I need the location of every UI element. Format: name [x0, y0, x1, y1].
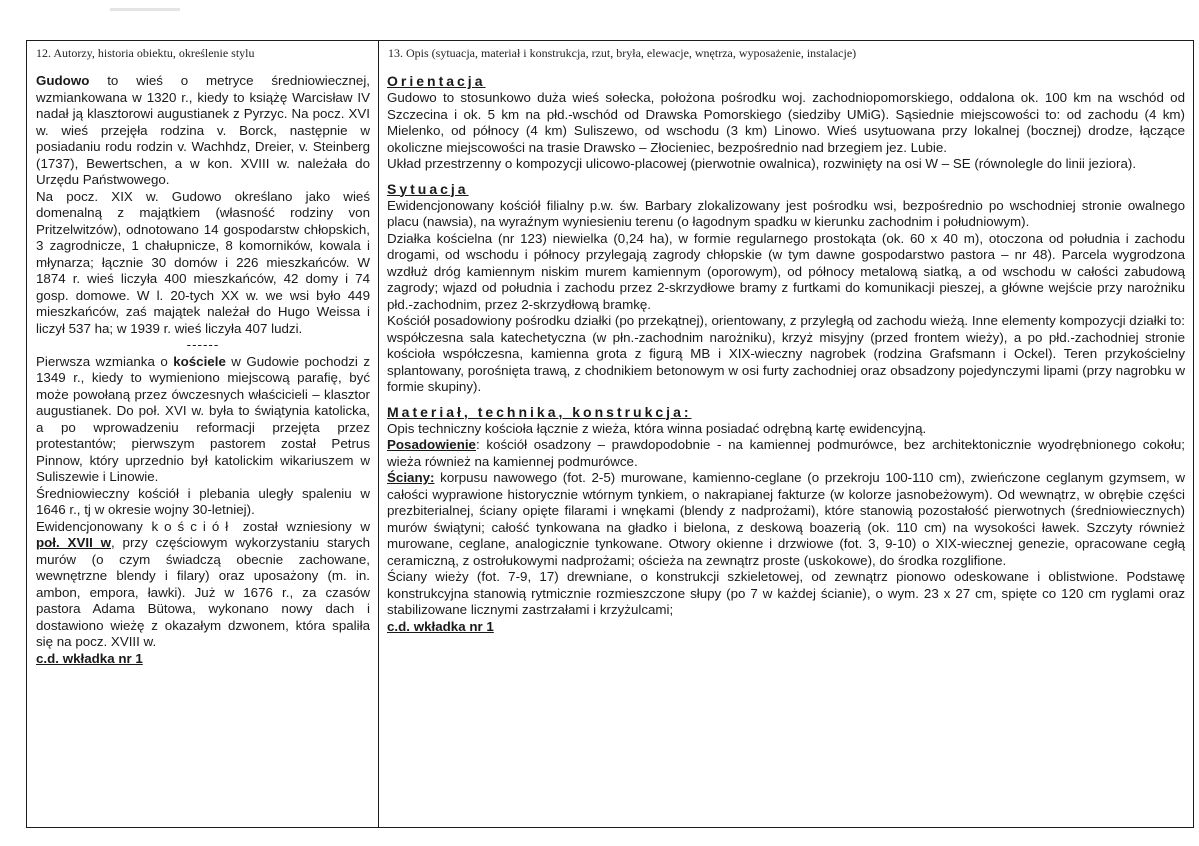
section-12-heading: 12. Autorzy, historia obiektu, określenie stylu	[36, 46, 255, 60]
continuation-note-left: c.d. wkładka nr 1	[36, 650, 143, 666]
history-paragraph-5-c: został wzniesiony w	[234, 518, 370, 534]
walls-label: Ściany:	[387, 470, 435, 485]
material-paragraph-4: Ściany wieży (fot. 7-9, 17) drewniane, o konstrukcji szkieletowej, od zewnątrz pionowo odeskowane i oblistwione. Podstawę konstrukcyjna stanowią rytmicznie rozmieszczone słupy (po 7 w każdej ścianie), o wym. 23 x 27 cm, spięte co 120 cm ryglami oraz stabilizowane licznymi zastrzałami i krzyżulcami;	[387, 569, 1185, 617]
history-paragraph-3-c: w Gudowie pochodzi z 1349 r., kiedy to wymieniono miejscową parafię, być może powołaną przez ówczesnych właścicieli – klasztor augustianek. Do poł. XVI w. była to świątynia katolicka, a po wprowadzeniu reformacji przejęta przez protestantów; pierwszym pastorem został Petrus Pinnow, który uprzednio był katolickim wikariuszem w Suliszewie i Linowie.	[36, 353, 370, 484]
description-column	[387, 73, 1185, 635]
history-paragraph-5-e: , przy częściowym wykorzystaniu starych murów (o czym świadczą obecnie zachowane, wewnętrzne blendy i filary) oraz uposażony (m. in. ambon, empora, ławki). Już w 1676 r., za czasów pastora Adama Bütowa, wykonano nowy dach i dostawiono wieżę z okazałym dzwonem, która spaliła się na pocz. XVIII w.	[36, 535, 370, 649]
material-paragraph-1: Opis techniczny kościoła łącznie z wieża, która winna posiadać odrębną kartę ewidencyjną.	[387, 420, 927, 436]
history-paragraph-5-a: Ewidencjonowany	[36, 518, 152, 534]
history-paragraph-1-text: to wieś o metryce średniowiecznej, wzmiankowana w 1320 r., kiedy to książę Warcisław IV nadał ją klasztorowi augustianek z Pyrzyc. Na pocz. XVI w. wieś przejęła rodzina v. Borck, następnie w posiadaniu rodu rodzin v. Wachhdz, Dreier, v. Steinberg (1737), Bewertschen, a w kon. XVIII w. należała do Urzędu Państwowego.	[36, 73, 370, 187]
orientation-paragraph-1: Gudowo to stosunkowo duża wieś sołecka, położona pośrodku woj. zachodniopomorskiego, oddalona ok. 100 km na wschód od Szczecina i ok. 5 km na płd.-wschód od Drawska Pomorskiego (siedziby UMiG). Sąsiednie miejscowości to: od zachodu (4 km) Mielenko, od północy (4 km) Suliszewo, od wschodu (3 km) Linowo. Wieś usytuowana przy lokalnej (bocznej) drodze, łączące okoliczne miejscowości na trasie Drawsko – Złocieniec, bezpośrednio nad brzegiem jez. Lubie.	[387, 90, 1185, 155]
church-keyword: kościele	[173, 353, 226, 369]
foundation-label: Posadowienie	[387, 437, 476, 452]
orientation-title: Orientacja	[387, 73, 486, 89]
church-spaced-keyword: kościół	[151, 518, 235, 534]
column-divider	[378, 40, 379, 828]
section-13-heading: 13. Opis (sytuacja, materiał i konstrukcja, rzut, bryła, elewacje, wnętrza, wyposażenie, instalacje)	[388, 46, 857, 60]
material-title: Materiał, technika, konstrukcja:	[387, 403, 692, 420]
history-paragraph-3	[36, 354, 370, 486]
history-paragraph-4: Średniowieczny kościół i plebania uległy spaleniu w 1646 r., tj w okresie wojny 30-letniej).	[36, 485, 370, 517]
material-paragraph-2	[387, 437, 1185, 470]
situation-title: Sytuacja	[387, 180, 469, 197]
history-paragraph-5	[36, 519, 370, 651]
foundation-text: : kościół osadzony – prawdopodobnie - na kamiennej podmurówce, bez architektonicznie wyodrębnionego cokołu; wieża również na kamiennej podmurówce.	[387, 437, 1185, 469]
material-paragraph-3	[387, 470, 1185, 569]
situation-paragraph-3: Kościół posadowiony pośrodku działki (po przekątnej), orientowany, z przyległą od zachodu wieżą. Inne elementy kompozycji działki to: współczesna sala katechetyczna (w płn.-zachodnim narożniku), krzyż misyjny (przed frontem wieży), a po płd.-zachodniej stronie kościoła współczesna, kamienna grota z figurą MB i XIX-wieczny nagrobek (rodzina Grafsmann i Ockel). Teren przykościelny splantowany, porośnięta trawą, z chodnikiem betonowym w osi furty zachodniej oraz obsadzony pojedynczymi lipami (przy nagrobku w formie skupiny).	[387, 313, 1185, 394]
place-name: Gudowo	[36, 73, 90, 88]
separator: ------	[186, 337, 220, 352]
walls-text: korpusu nawowego (fot. 2-5) murowane, kamienno-ceglane (o przekroju 100-110 cm), zwieńczone ceglanym gzymsem, w całości wyprawione historycznie wtórnym tynkiem, o nakrapianej fakturze (w kolorze jasnobeżowym). Od wewnątrz, w obrębie części prezbiterialnej, ściany opięte filarami i wnękami (blendy z nadprożami), które stanowią pozostałość pierwotnych (średniowiecznych) murów świątyni; całość tynkowana na gładko i bielona, z deskową boazerią (ok. 110 cm) na wysokości ławek. Szczyty również murowane, ceglane, analogicznie tynkowane. Otwory okienne i drzwiowe (fot. 3, 9-10) o XIX-wiecznej genezie, opracowane cegłą ceramiczną, z ostrołukowymi nadprożami; ościeża na zewnątrz proste (uskokowe), do środka rozglifione.	[387, 470, 1185, 568]
orientation-paragraph-2: Układ przestrzenny o kompozycji ulicowo-placowej (pierwotnie owalnica), rozwinięty na osi W – SE (równolegle do linii jeziora).	[387, 156, 1137, 171]
scan-artifact	[110, 8, 180, 11]
continuation-note-right: c.d. wkładka nr 1	[387, 618, 494, 634]
situation-paragraph-1: Ewidencjonowany kościół filialny p.w. św. Barbary zlokalizowany jest pośrodku wsi, bezpośrednio po wschodniej stronie owalnego placu (nawsia), na wyraźnym wyniesieniu terenu (o łagodnym spadku w kierunku zachodnim i południowym).	[387, 197, 1185, 229]
situation-paragraph-2: Działka kościelna (nr 123) niewielka (0,24 ha), w formie regularnego prostokąta (ok. 60 x 40 m), otoczona od południa i zachodu drogami, od wschodu i północy przylegają zagrody chłopskie (w tym dawne gospodarstwo pastora – nr 48). Parcela wygrodzona wzdłuż dróg kamiennym niskim murem kamiennym (oporowym), od północy metalową siatką, a od wschodu w całości zabudową zagrody; wjazd od południa i zachodu przez 2-skrzydłowe bramy z furtkami do komunikacji pieszej, a główne wejście przy narożniku płd.-zachodnim, przez 2-skrzydłową bramkę.	[387, 230, 1185, 312]
history-paragraph-3-a: Pierwsza wzmianka o	[36, 353, 174, 369]
date-emphasis: poł. XVII w	[36, 535, 111, 550]
history-column	[36, 73, 370, 667]
history-paragraph-2: Na pocz. XIX w. Gudowo określano jako wieś domenalną z majątkiem (własność rodziny von Pritzelwitzów), odnotowano 14 gospodarstw chłopskich, 3 zagrodnicze, 1 chałupnicze, 8 komorników, kowala i młynarza; łącznie 30 domów i 226 mieszkańców. W 1874 r. wieś liczyła 400 mieszkańców, 42 domy i 74 gosp. domowe. W l. 20-tych XX w. we wsi było 449 mieszkańców, zaś majątek należał do Hugo Weissa i liczył 537 ha; w 1939 r. wieś liczyła 407 ludzi.	[36, 188, 370, 336]
history-paragraph-1	[36, 73, 370, 189]
